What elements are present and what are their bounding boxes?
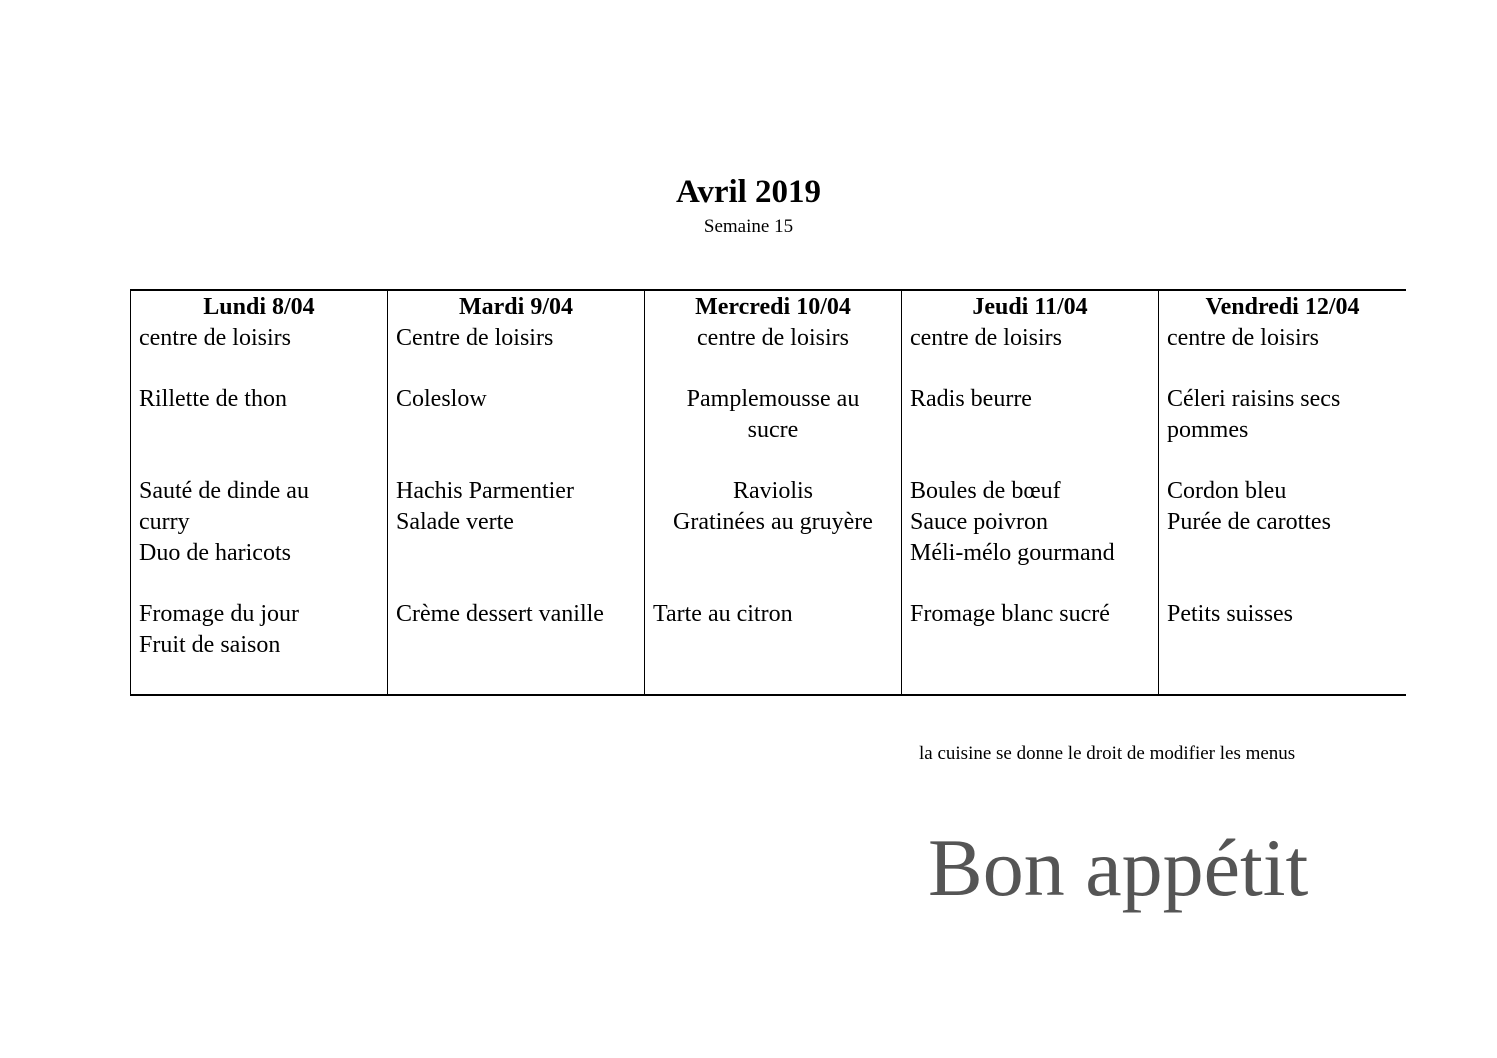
menu-context: centre de loisirs [910,325,1062,351]
greeting: Bon appétit [928,822,1309,913]
menu-main: Boules de bœuf Sauce poivron Méli-mélo gourmand [910,478,1115,566]
day-header: Mercredi 10/04 [695,294,851,320]
day-column-lundi [130,291,387,694]
menu-main: Raviolis Gratinées au gruyère [673,478,873,535]
menu-main: Cordon bleu Purée de carottes [1167,478,1331,535]
menu-dessert: Petits suisses [1167,601,1294,627]
day-column-mercredi [644,291,901,694]
day-header: Jeudi 11/04 [972,294,1088,320]
day-column-jeudi [901,291,1158,694]
menu-starter: Coleslow [396,386,487,412]
menu-starter: Pamplemousse au sucre [686,386,860,443]
day-header: Vendredi 12/04 [1205,294,1360,320]
menu-context: centre de loisirs [697,325,849,351]
menu-dessert: Fromage blanc sucré [910,601,1110,627]
menu-context: centre de loisirs [1167,325,1319,351]
menu-table [130,289,1406,696]
disclaimer-note: la cuisine se donne le droit de modifier les menus [919,743,1296,764]
day-header: Mardi 9/04 [459,294,573,320]
page-title: Avril 2019 [675,174,822,210]
menu-starter: Céleri raisins secs pommes [1167,386,1341,443]
menu-starter: Rillette de thon [139,386,287,412]
menu-context: Centre de loisirs [396,325,554,351]
menu-dessert: Fromage du jour Fruit de saison [139,601,299,658]
menu-main: Sauté de dinde au curry Duo de haricots [139,478,309,566]
week-subtitle: Semaine 15 [703,216,794,237]
menu-context: centre de loisirs [139,325,291,351]
day-header: Lundi 8/04 [203,294,315,320]
day-column-vendredi [1158,291,1406,694]
menu-main: Hachis Parmentier Salade verte [396,478,574,535]
day-column-mardi [387,291,644,694]
menu-dessert: Crème dessert vanille [396,601,604,627]
menu-starter: Radis beurre [910,386,1032,412]
menu-dessert: Tarte au citron [653,601,793,627]
